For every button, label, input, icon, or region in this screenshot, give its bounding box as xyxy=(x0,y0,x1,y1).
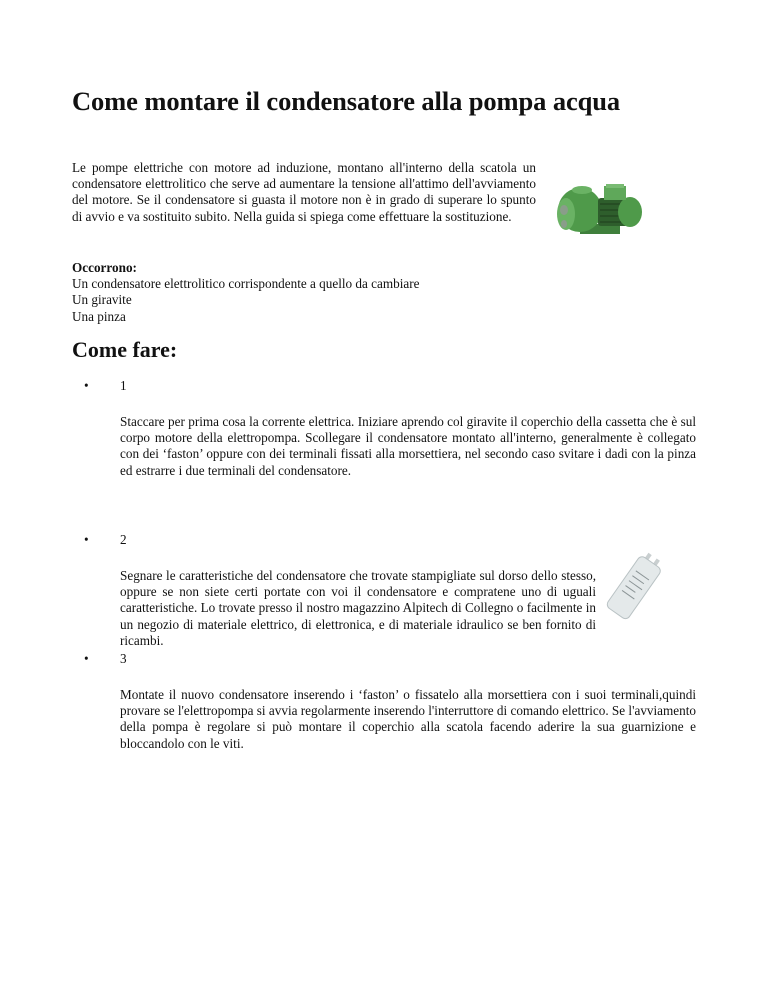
pump-illustration xyxy=(557,184,642,234)
section-title-how-to: Come fare: xyxy=(72,337,178,362)
requirement-item: Un giravite xyxy=(72,292,132,308)
capacitor-image xyxy=(606,548,666,628)
step-text: Staccare per prima cosa la corrente elettrica. Iniziare aprendo col giravite il coperchio della cassetta che è sul corpo motore della elettropompa. Scollegare il condensatore montato all'interno, generalmente è collegato con dei ‘faston’ oppure con dei terminali fissati alla morsettiera, nel secondo caso svitare i dadi con la pinza ed estrarre i due terminali del condensatore. xyxy=(120,414,696,478)
bullet-icon: • xyxy=(84,378,89,393)
requirement-item: Una pinza xyxy=(72,308,126,324)
intro-paragraph: Le pompe elettriche con motore ad induzione, montano all'interno della scatola un condensatore elettrolitico che serve ad aumentare la tensione all'attimo dell'avviamento del motore. Se il condensatore si guasta il motore non è in grado di superare lo spunto di avvio e va sostituito subito. Nella guida si spiega come effettuare la sostituzione. xyxy=(72,160,536,224)
requirement-item: Un condensatore elettrolitico corrispondente a quello da cambiare xyxy=(72,276,420,292)
page-title: Come montare il condensatore alla pompa acqua xyxy=(72,86,621,116)
step-number: 1 xyxy=(120,378,127,393)
step-text: Montate il nuovo condensatore inserendo i ‘faston’ o fissatelo alla morsettiera con i suoi terminali,quindi provare se l'elettropompa si avvia regolarmente inserendo l'interruttore di comando elettrico. Se l'avviamento della pompa è regolare si può montare il coperchio alla scatola facendo aderire la sua guarnizione e bloccandolo con le viti. xyxy=(120,687,696,751)
bullet-icon: • xyxy=(84,651,89,666)
step-number: 3 xyxy=(120,651,127,666)
step-text: Segnare le caratteristiche del condensatore che trovate stampigliate sul dorso dello stesso, oppure se non siete certi portate con voi il condensatore e compratene uno di uguali caratteristiche. Lo trovate presso il nostro magazzino Alpitech di Collegno o facilmente in un negozio di materiale elettrico, di elettronica, e di materiale idraulico se ben fornito di ricambi. xyxy=(120,568,596,648)
step-number: 2 xyxy=(120,532,127,547)
water-pump-image xyxy=(552,164,652,248)
bullet-icon: • xyxy=(84,532,89,547)
requirements-title: Occorrono: xyxy=(72,260,137,275)
requirements-list xyxy=(72,260,420,325)
